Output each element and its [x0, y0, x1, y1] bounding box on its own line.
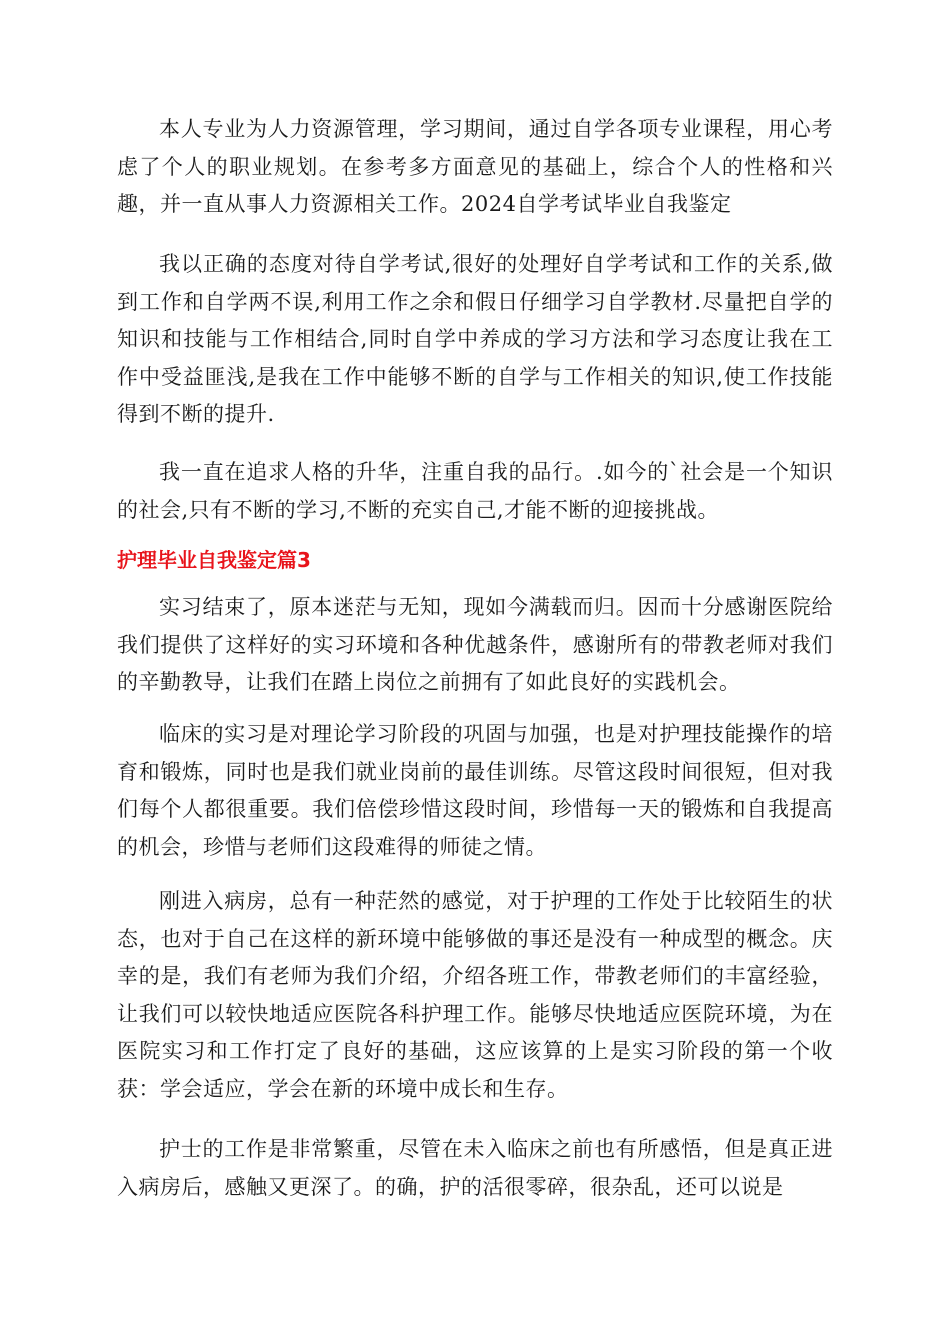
paragraph: 刚进入病房，总有一种茫然的感觉，对于护理的工作处于比较陌生的状态，也对于自己在这样的新环境中能够做的事还是没有一种成型的概念。庆幸的是，我们有老师为我们介绍，介绍各班工作，带教老师们的丰富经验，让我们可以较快地适应医院各科护理工作。能够尽快地适应医院环境，为在医院实习和工作打定了良好的基础，这应该算的上是实习阶段的第一个收获：学会适应，学会在新的环境中成长和生存。: [117, 889, 833, 1101]
paragraph: 本人专业为人力资源管理，学习期间，通过自学各项专业课程，用心考虑了个人的职业规划。在参考多方面意见的基础上，综合个人的性格和兴趣，并一直从事人力资源相关工作。2024自学考试毕业自我鉴定: [117, 117, 833, 216]
paragraph: 临床的实习是对理论学习阶段的巩固与加强，也是对护理技能操作的培育和锻炼，同时也是我们就业岗前的最佳训练。尽管这段时间很短，但对我们每个人都很重要。我们倍偿珍惜这段时间，珍惜每一天的锻炼和自我提高的机会，珍惜与老师们这段难得的师徒之情。: [117, 722, 833, 859]
paragraph: 我一直在追求人格的升华，注重自我的品行。.如今的`社会是一个知识的社会,只有不断的学习,不断的充实自己,才能不断的迎接挑战。: [117, 460, 833, 522]
paragraph: 我以正确的态度对待自学考试,很好的处理好自学考试和工作的关系,做到工作和自学两不误,利用工作之余和假日仔细学习自学教材.尽量把自学的知识和技能与工作相结合,同时自学中养成的学习方法和学习态度让我在工作中受益匪浅,是我在工作中能够不断的自学与工作相关的知识,使工作技能得到不断的提升.: [117, 252, 833, 426]
paragraph: 实习结束了，原本迷茫与无知，现如今满载而归。因而十分感谢医院给我们提供了这样好的实习环境和各种优越条件，感谢所有的带教老师对我们的辛勤教导，让我们在踏上岗位之前拥有了如此良好的实践机会。: [117, 595, 833, 694]
paragraph: 护士的工作是非常繁重，尽管在未入临床之前也有所感悟，但是真正进入病房后，感触又更深了。的确，护的活很零碎，很杂乱，还可以说是: [117, 1137, 833, 1199]
section-heading: 护理毕业自我鉴定篇3: [117, 548, 311, 572]
